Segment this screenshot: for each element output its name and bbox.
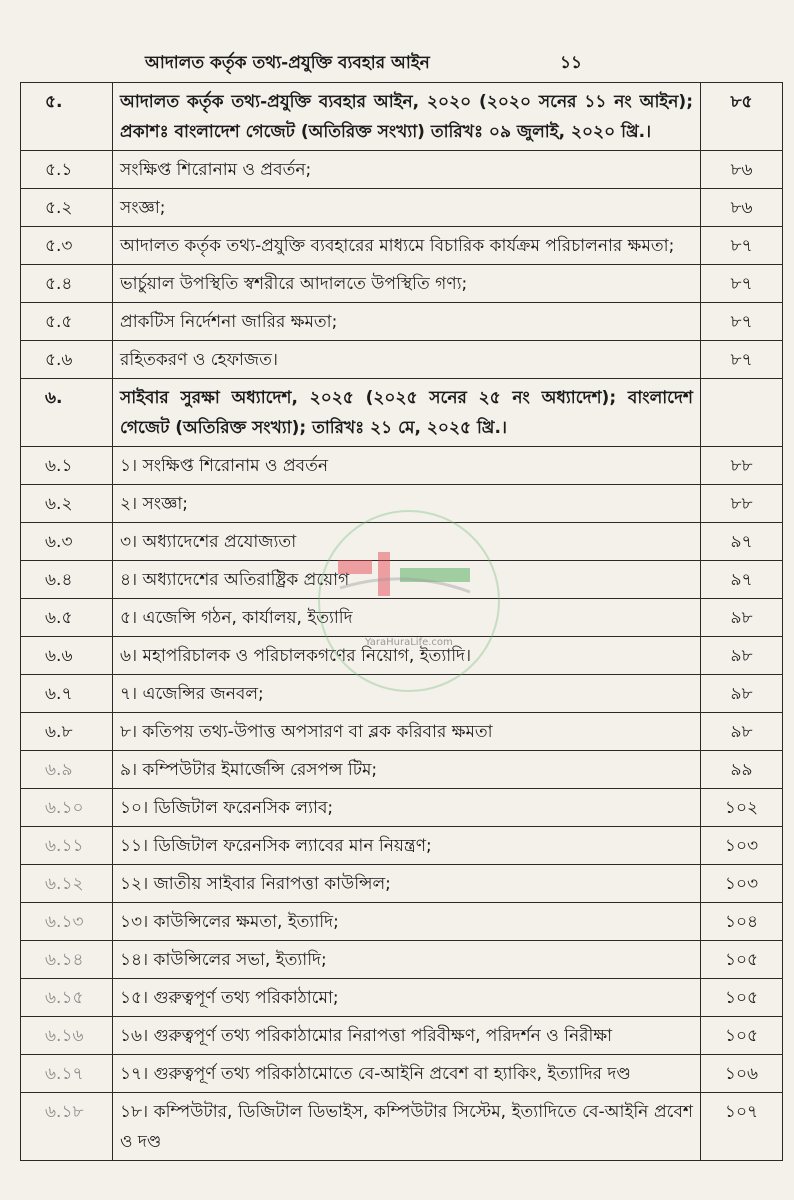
page-number: ১১ bbox=[560, 53, 583, 73]
section-page bbox=[701, 379, 783, 447]
section-page: ৯৮ bbox=[701, 599, 783, 637]
section-title: ১৮। কম্পিউটার, ডিজিটাল ডিভাইস, কম্পিউটার সিস্টেম, ইত্যাদিতে বে-আইনি প্রবেশ ও দণ্ড bbox=[113, 1093, 701, 1161]
section-title: ১০। ডিজিটাল ফরেনসিক ল্যাব; bbox=[113, 789, 701, 827]
section-title: ৭। এজেন্সির জনবল; bbox=[113, 675, 701, 713]
section-title: ৩। অধ্যাদেশের প্রযোজ্যতা bbox=[113, 523, 701, 561]
section-title: ৪। অধ্যাদেশের অতিরাষ্ট্রিক প্রয়োগ bbox=[113, 561, 701, 599]
section-title: সংক্ষিপ্ত শিরোনাম ও প্রবর্তন; bbox=[113, 151, 701, 189]
section-title: ১৩। কাউন্সিলের ক্ষমতা, ইত্যাদি; bbox=[113, 903, 701, 941]
section-title: আদালত কর্তৃক তথ্য-প্রযুক্তি ব্যবহারের মাধ্যমে বিচারিক কার্যক্রম পরিচালনার ক্ষমতা; bbox=[113, 227, 701, 265]
table-row bbox=[21, 265, 783, 303]
section-number: ৫.৫ bbox=[21, 303, 113, 341]
section-title: ১২। জাতীয় সাইবার নিরাপত্তা কাউন্সিল; bbox=[113, 865, 701, 903]
table-row bbox=[21, 227, 783, 265]
section-title: ১৬। গুরুত্বপূর্ণ তথ্য পরিকাঠামোর নিরাপত্তা পরিবীক্ষণ, পরিদর্শন ও নিরীক্ষা bbox=[113, 1017, 701, 1055]
section-number: ৬.৭ bbox=[21, 675, 113, 713]
section-number: ৬.১১ bbox=[21, 827, 113, 865]
section-page: ৮৫ bbox=[701, 83, 783, 151]
table-row bbox=[21, 827, 783, 865]
section-page: ৯৮ bbox=[701, 675, 783, 713]
section-page: ১০৭ bbox=[701, 1093, 783, 1161]
section-title: ৮। কতিপয় তথ্য-উপাত্ত অপসারণ বা ব্লক করিবার ক্ষমতা bbox=[113, 713, 701, 751]
section-page: ১০৩ bbox=[701, 865, 783, 903]
section-title: রহিতকরণ ও হেফাজত। bbox=[113, 341, 701, 379]
section-number: ৬.৬ bbox=[21, 637, 113, 675]
table-row bbox=[21, 83, 783, 151]
section-number: ৫.৪ bbox=[21, 265, 113, 303]
contents-table bbox=[20, 82, 783, 1161]
section-number: ৬.১৭ bbox=[21, 1055, 113, 1093]
section-number: ৬.৮ bbox=[21, 713, 113, 751]
table-row bbox=[21, 865, 783, 903]
section-page: ৮৬ bbox=[701, 189, 783, 227]
table-row bbox=[21, 189, 783, 227]
section-title: প্রাকটিস নির্দেশনা জারির ক্ষমতা; bbox=[113, 303, 701, 341]
section-number: ৫. bbox=[21, 83, 113, 151]
section-title: ১১। ডিজিটাল ফরেনসিক ল্যাবের মান নিয়ন্ত্রণ; bbox=[113, 827, 701, 865]
section-number: ৫.৩ bbox=[21, 227, 113, 265]
table-row bbox=[21, 675, 783, 713]
section-number: ৬.২ bbox=[21, 485, 113, 523]
section-number: ৬.১৩ bbox=[21, 903, 113, 941]
section-number: ৬.১২ bbox=[21, 865, 113, 903]
section-number: ৬.১ bbox=[21, 447, 113, 485]
section-title: ১। সংক্ষিপ্ত শিরোনাম ও প্রবর্তন bbox=[113, 447, 701, 485]
running-title: আদালত কর্তৃক তথ্য-প্রযুক্তি ব্যবহার আইন bbox=[145, 53, 430, 73]
section-page: ১০৫ bbox=[701, 979, 783, 1017]
section-page: ৯৭ bbox=[701, 523, 783, 561]
table-row bbox=[21, 447, 783, 485]
section-number: ৫.১ bbox=[21, 151, 113, 189]
section-page: ৮৮ bbox=[701, 447, 783, 485]
section-number: ৫.২ bbox=[21, 189, 113, 227]
section-number: ৬.৫ bbox=[21, 599, 113, 637]
section-number: ৫.৬ bbox=[21, 341, 113, 379]
table-row bbox=[21, 379, 783, 447]
section-title: সংজ্ঞা; bbox=[113, 189, 701, 227]
section-page: ৯৮ bbox=[701, 713, 783, 751]
table-row bbox=[21, 941, 783, 979]
section-page: ৮৭ bbox=[701, 265, 783, 303]
section-page: ১০৬ bbox=[701, 1055, 783, 1093]
section-number: ৬.৩ bbox=[21, 523, 113, 561]
watermark-logo bbox=[330, 548, 480, 608]
section-title: ৫। এজেন্সি গঠন, কার্যালয়, ইত্যাদি bbox=[113, 599, 701, 637]
section-number: ৬.১৫ bbox=[21, 979, 113, 1017]
table-row bbox=[21, 1093, 783, 1161]
section-number: ৬.১৪ bbox=[21, 941, 113, 979]
section-title: ভার্চুয়াল উপস্থিতি স্বশরীরে আদালতে উপস্থিতি গণ্য; bbox=[113, 265, 701, 303]
section-title: ১৭। গুরুত্বপূর্ণ তথ্য পরিকাঠামোতে বে-আইনি প্রবেশ বা হ্যাকিং, ইত্যাদির দণ্ড bbox=[113, 1055, 701, 1093]
section-page: ১০৫ bbox=[701, 1017, 783, 1055]
table-row bbox=[21, 713, 783, 751]
section-page: ৮৮ bbox=[701, 485, 783, 523]
section-page: ৯৯ bbox=[701, 751, 783, 789]
table-row bbox=[21, 485, 783, 523]
watermark-site: YaraHuraLife.com bbox=[365, 637, 453, 648]
section-title: ১৪। কাউন্সিলের সভা, ইত্যাদি; bbox=[113, 941, 701, 979]
table-row bbox=[21, 751, 783, 789]
table-row bbox=[21, 1055, 783, 1093]
section-title: ১৫। গুরুত্বপূর্ণ তথ্য পরিকাঠামো; bbox=[113, 979, 701, 1017]
section-page: ৮৬ bbox=[701, 151, 783, 189]
section-number: ৬.১৬ bbox=[21, 1017, 113, 1055]
section-title: ৯। কম্পিউটার ইমার্জেন্সি রেসপন্স টিম; bbox=[113, 751, 701, 789]
table-row bbox=[21, 341, 783, 379]
section-page: ১০৩ bbox=[701, 827, 783, 865]
section-number: ৬.১০ bbox=[21, 789, 113, 827]
section-page: ৯৭ bbox=[701, 561, 783, 599]
section-title: ৬। মহাপরিচালক ও পরিচালকগণের নিয়োগ, ইত্যাদি। bbox=[113, 637, 701, 675]
section-page: ১০২ bbox=[701, 789, 783, 827]
section-title: সাইবার সুরক্ষা অধ্যাদেশ, ২০২৫ (২০২৫ সনের ২৫ নং অধ্যাদেশ); বাংলাদেশ গেজেট (অতিরিক্ত সংখ্যা); তারিখঃ ২১ মে, ২০২৫ খ্রি.। bbox=[113, 379, 701, 447]
page-header bbox=[0, 50, 794, 76]
section-page: ৮৭ bbox=[701, 303, 783, 341]
section-page: ১০৪ bbox=[701, 903, 783, 941]
table-row bbox=[21, 979, 783, 1017]
section-page: ১০৫ bbox=[701, 941, 783, 979]
section-number: ৬. bbox=[21, 379, 113, 447]
section-title: ২। সংজ্ঞা; bbox=[113, 485, 701, 523]
table-row bbox=[21, 789, 783, 827]
table-row bbox=[21, 1017, 783, 1055]
section-number: ৬.৪ bbox=[21, 561, 113, 599]
section-page: ৮৭ bbox=[701, 227, 783, 265]
table-row bbox=[21, 151, 783, 189]
section-number: ৬.১৮ bbox=[21, 1093, 113, 1161]
table-row bbox=[21, 303, 783, 341]
section-page: ৯৮ bbox=[701, 637, 783, 675]
section-number: ৬.৯ bbox=[21, 751, 113, 789]
section-page: ৮৭ bbox=[701, 341, 783, 379]
section-title: আদালত কর্তৃক তথ্য-প্রযুক্তি ব্যবহার আইন, ২০২০ (২০২০ সনের ১১ নং আইন); প্রকাশঃ বাংলাদেশ গেজেট (অতিরিক্ত সংখ্যা) তারিখঃ ০৯ জুলাই, ২০২০ খ্রি.। bbox=[113, 83, 701, 151]
table-row bbox=[21, 903, 783, 941]
contents-table-body bbox=[21, 83, 783, 1161]
